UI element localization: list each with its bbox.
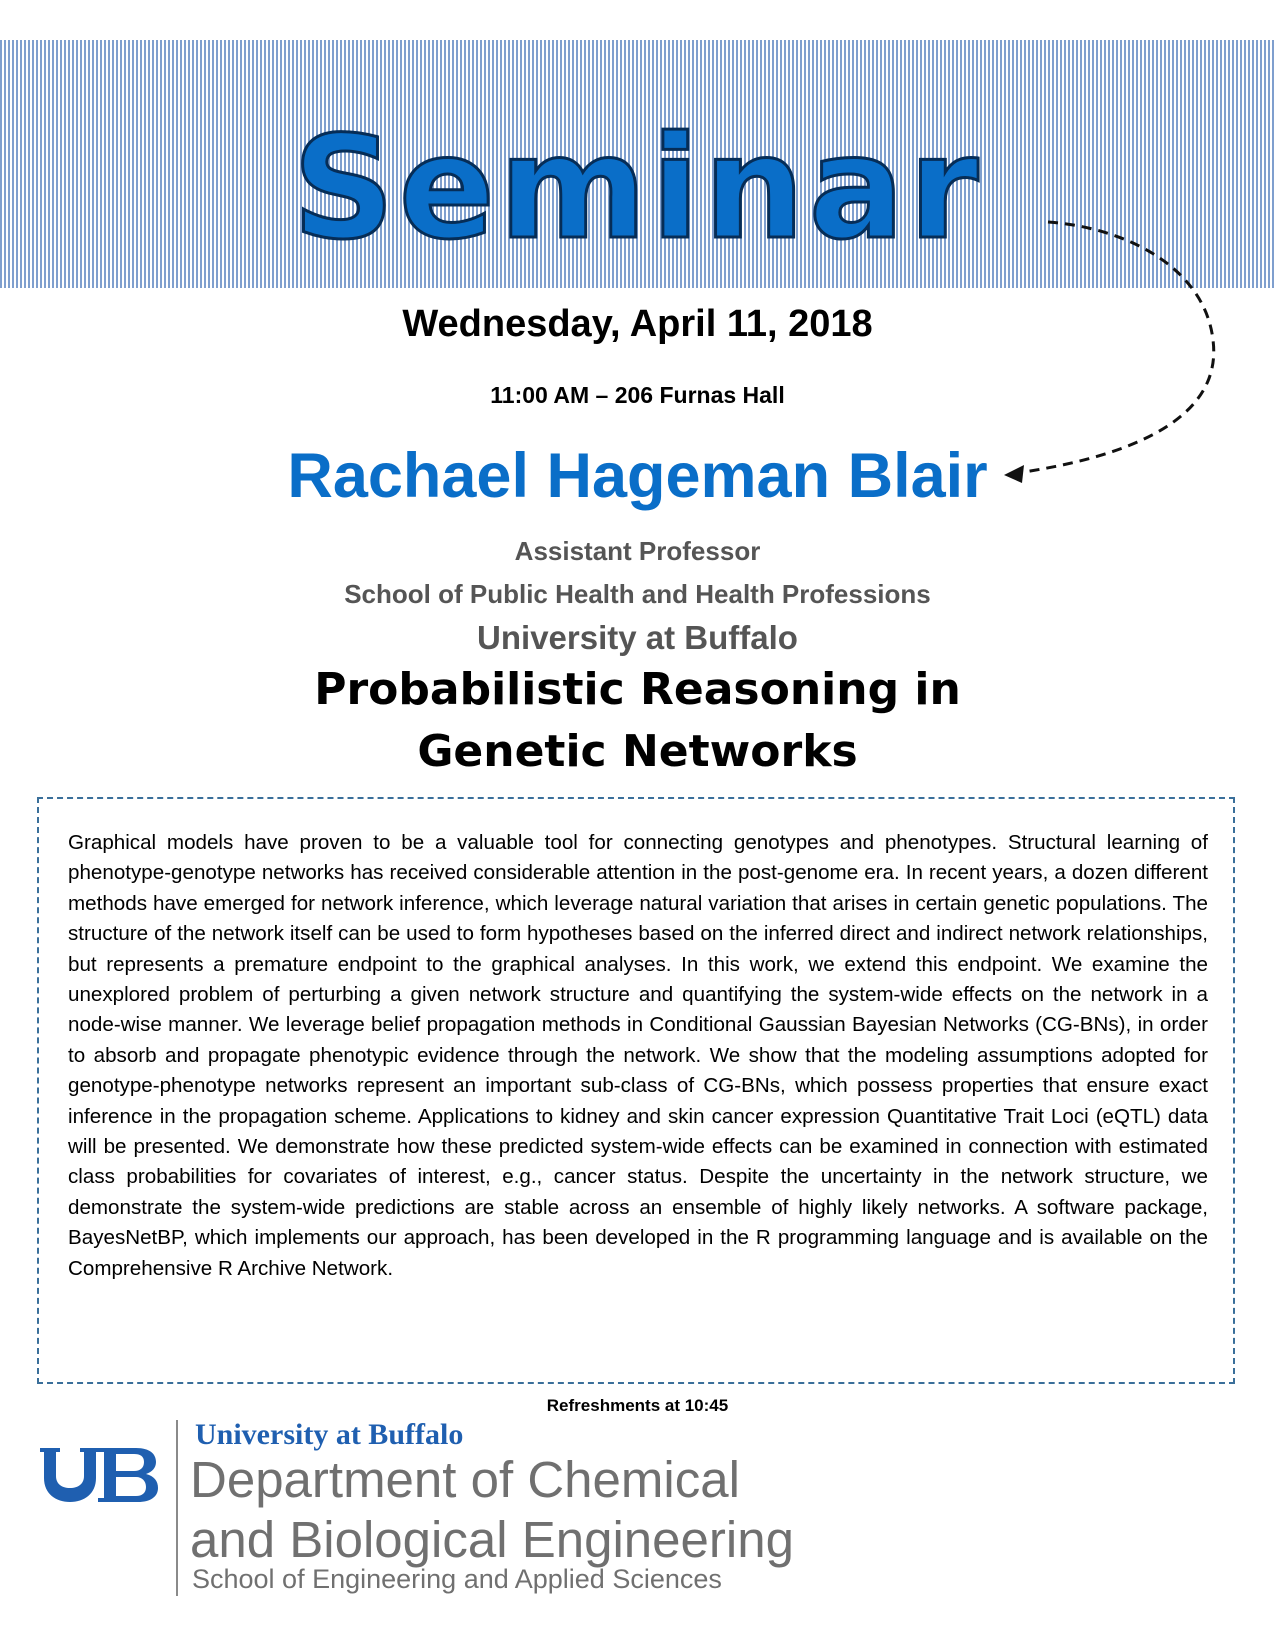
department-name-line2: and Biological Engineering [190, 1511, 794, 1568]
speaker-position: Assistant Professor [514, 536, 761, 566]
speaker-school: School of Public Health and Health Professions [344, 579, 931, 609]
event-time-location: 11:00 AM – 206 Furnas Hall [490, 382, 785, 408]
speaker-name: Rachael Hageman Blair [287, 441, 988, 511]
event-date: Wednesday, April 11, 2018 [402, 303, 873, 345]
refreshments-note: Refreshments at 10:45 [546, 1396, 729, 1415]
ub-logo-icon [38, 1444, 160, 1506]
logo-university-name: University at Buffalo [195, 1418, 464, 1451]
department-name-line1: Department of Chemical [190, 1451, 740, 1508]
talk-title-line2: Genetic Networks [417, 726, 858, 777]
speaker-university: University at Buffalo [477, 619, 798, 656]
talk-title-line1: Probabilistic Reasoning in [314, 664, 961, 715]
logo-divider [176, 1420, 178, 1596]
engineering-school-name: School of Engineering and Applied Sciences [192, 1564, 722, 1594]
abstract-text: Graphical models have proven to be a valuable tool for connecting genotypes and phenotypes. Structural learning of phenotype-genotype networks has received considerable attention in the post-genome era. In recent years, a dozen different methods have emerged for network inference, which leverage natural variation that arises in certain genetic populations. The structure of the network itself can be used to form hypotheses based on the inferred direct and indirect network relationships, but represents a premature endpoint to the graphical analyses. In this work, we extend this endpoint. We examine the unexplored problem of perturbing a given network structure and quantifying the system-wide effects on the network in a node-wise manner. We leverage belief propagation methods in Conditional Gaussian Bayesian Networks (CG-BNs), in order to absorb and propagate phenotypic evidence through the network. We show that the modeling assumptions adopted for genotype-phenotype networks represent an important sub-class of CG-BNs, which possess properties that ensure exact inference in the propagation scheme. Applications to kidney and skin cancer expression Quantitative Trait Loci (eQTL) data will be presented. We demonstrate how these predicted system-wide effects can be examined in connection with estimated class probabilities for covariates of interest, e.g., cancer status. Despite the uncertainty in the network structure, we demonstrate the system-wide predictions are stable across an ensemble of highly likely networks. A software package, BayesNetBP, which implements our approach, has been developed in the R programming language and is available on the Comprehensive R Archive Network. [68, 831, 1208, 1280]
seminar-heading: Seminar [292, 106, 983, 271]
